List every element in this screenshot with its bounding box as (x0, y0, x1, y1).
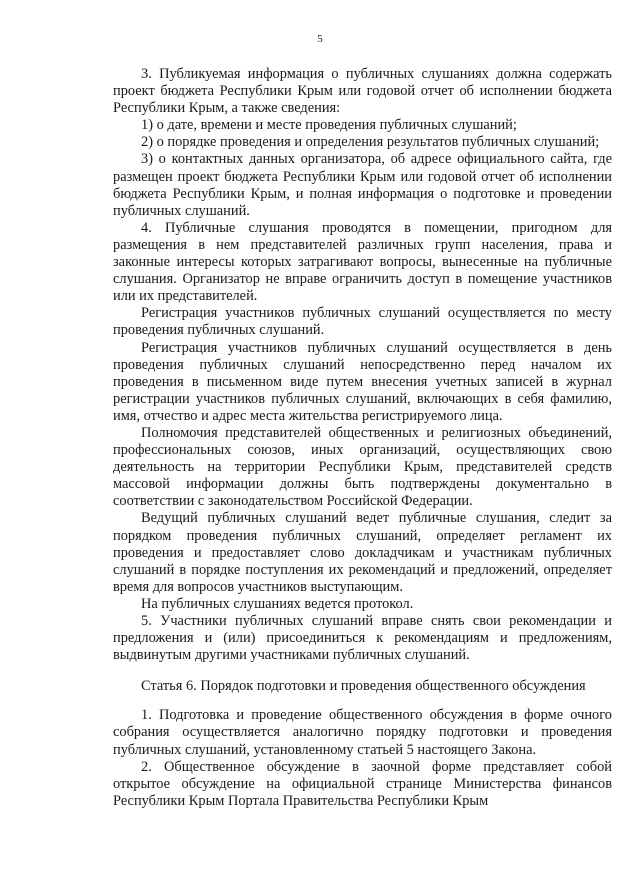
paragraph-protocol: На публичных слушаниях ведется протокол. (141, 595, 414, 612)
paragraph-moderator: Ведущий публичных слушаний ведет публичные слушания, следит за порядком проведения публичных слушаний, определяет регламент их проведения и предоставляет слово докладчикам и участникам публичных слушаний в порядке поступления их рекомендаций и предложений, определяет время для вопросов участников выступающим. (113, 510, 612, 595)
document-body (113, 66, 612, 810)
paragraph-registration-day: Регистрация участников публичных слушаний осуществляется в день проведения публичных слушаний непосредственно перед началом их проведения в письменном виде путем внесения учетных записей в журнал регистрации участников публичных слушаний, включающих в себя фамилию, имя, отчество и адрес места жительства регистрируемого лица. (113, 339, 612, 424)
paragraph-3-item-1: 1) о дате, времени и месте проведения публичных слушаний; (141, 117, 517, 134)
paragraph-3-item-2: 2) о порядке проведения и определения результатов публичных слушаний; (141, 134, 600, 151)
paragraph-4-premises: 4. Публичные слушания проводятся в помещении, пригодном для размещения в нем представителей различных групп населения, права и законные интересы которых затрагивают вопросы, вынесенные на публичные слушания. Организатор не вправе ограничить доступ в помещение участников или их представителей. (113, 219, 612, 305)
article-6-paragraph-1: 1. Подготовка и проведение общественного обсуждения в форме очного собрания осуществляется аналогично порядку подготовки и проведения публичных слушаний, установленному статьей 5 настоящего Закона. (113, 707, 612, 758)
article-6-heading: Статья 6. Порядок подготовки и проведения общественного обсуждения (141, 678, 586, 695)
paragraph-3-info: 3. Публикуемая информация о публичных слушаниях должна содержать проект бюджета Республики Крым или годовой отчет об исполнении бюджета Республики Крым, а также сведения: (113, 66, 612, 117)
paragraph-authority: Полномочия представителей общественных и религиозных объединений, профессиональных союзов, иных организаций, осуществляющих свою деятельность на территории Республики Крым, представителей средств массовой информации должны быть подтверждены документально в соответствии с законодательством Российской Федерации. (113, 424, 612, 510)
page-number: 5 (317, 33, 323, 45)
article-6-paragraph-2: 2. Общественное обсуждение в заочной форме представляет собой открытое обсуждение на официальной странице Министерства финансов Республики Крым Портала Правительства Республики Крым (113, 758, 612, 809)
paragraph-3-item-3: 3) о контактных данных организатора, об адресе официального сайта, где размещен проект бюджета Республики Крым или годовой отчет об исполнении бюджета Республики Крым, и полная информация о подготовке и проведении публичных слушаний. (113, 151, 612, 219)
paragraph-registration-place: Регистрация участников публичных слушаний осуществляется по месту проведения публичных слушаний. (113, 305, 612, 339)
paragraph-5-participants: 5. Участники публичных слушаний вправе снять свои рекомендации и предложения и (или) присоединиться к рекомендациям и предложениям, выдвинутым другими участниками публичных слушаний. (113, 613, 612, 664)
